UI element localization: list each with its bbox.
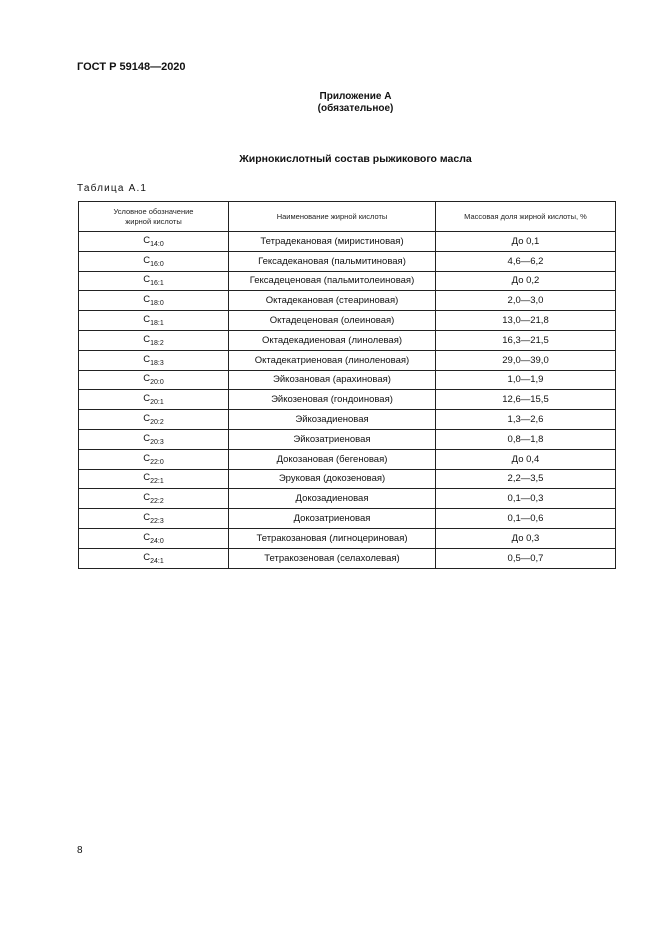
acid-name: Эйкозеновая (гондоиновая)	[229, 390, 436, 410]
acid-symbol	[79, 528, 229, 548]
acid-symbol	[79, 390, 229, 410]
table-header-row	[79, 202, 616, 232]
acid-symbol-letter: C	[143, 452, 151, 464]
acid-symbol	[79, 489, 229, 509]
table-row	[79, 311, 616, 331]
acid-symbol-letter: C	[143, 413, 151, 425]
acid-symbol-letter: C	[143, 512, 151, 524]
acid-symbol-letter: C	[143, 274, 151, 286]
acid-symbol-letter: C	[143, 294, 151, 306]
acid-symbol	[79, 311, 229, 331]
acid-symbol	[79, 449, 229, 469]
acid-symbol-index: 22:0	[150, 458, 164, 466]
acid-symbol-index: 18:1	[150, 320, 164, 328]
acid-symbol-letter: C	[143, 432, 151, 444]
acid-mass-fraction: До 0,4	[436, 449, 616, 469]
header-symbol: Условное обозначение жирной кислоты	[79, 202, 229, 232]
acid-symbol-letter: C	[143, 472, 151, 484]
acid-symbol-letter: C	[143, 254, 151, 266]
acid-name: Докозановая (бегеновая)	[229, 449, 436, 469]
header-mass-fraction: Массовая доля жирной кислоты, %	[436, 202, 616, 232]
acid-symbol-index: 14:0	[150, 240, 164, 248]
acid-mass-fraction: 0,1—0,6	[436, 509, 616, 529]
table-row	[79, 489, 616, 509]
table-row	[79, 410, 616, 430]
acid-symbol-index: 24:1	[150, 557, 164, 565]
table-row	[79, 271, 616, 291]
acid-symbol	[79, 251, 229, 271]
acid-symbol-index: 20:0	[150, 379, 164, 387]
acid-symbol-index: 22:1	[150, 478, 164, 486]
acid-name: Эйкозановая (арахиновая)	[229, 370, 436, 390]
table-caption: Таблица А.1	[77, 183, 148, 194]
acid-symbol	[79, 350, 229, 370]
acid-symbol	[79, 330, 229, 350]
appendix-status: (обязательное)	[317, 103, 394, 114]
acid-mass-fraction: 12,6—15,5	[436, 390, 616, 410]
acid-symbol	[79, 410, 229, 430]
acid-name: Гексадекановая (пальмитиновая)	[229, 251, 436, 271]
acid-mass-fraction: 16,3—21,5	[436, 330, 616, 350]
acid-symbol-index: 16:0	[150, 260, 164, 268]
header-name: Наименование жирной кислоты	[229, 202, 436, 232]
acid-mass-fraction: 4,6—6,2	[436, 251, 616, 271]
acid-name: Эруковая (докозеновая)	[229, 469, 436, 489]
acid-symbol-index: 22:3	[150, 518, 164, 526]
acid-name: Докозатриеновая	[229, 509, 436, 529]
acid-symbol-letter: C	[143, 551, 151, 563]
acid-mass-fraction: 2,0—3,0	[436, 291, 616, 311]
acid-symbol	[79, 548, 229, 568]
acid-symbol-index: 20:3	[150, 438, 164, 446]
acid-symbol	[79, 509, 229, 529]
acid-mass-fraction: 0,8—1,8	[436, 429, 616, 449]
acid-symbol	[79, 232, 229, 252]
acid-symbol	[79, 271, 229, 291]
acid-symbol-index: 18:0	[150, 300, 164, 308]
acid-symbol-index: 16:1	[150, 280, 164, 288]
acid-symbol	[79, 469, 229, 489]
page-number: 8	[77, 845, 83, 856]
acid-mass-fraction: 29,0—39,0	[436, 350, 616, 370]
acid-mass-fraction: 13,0—21,8	[436, 311, 616, 331]
acid-name: Октадекадиеновая (линолевая)	[229, 330, 436, 350]
acid-symbol-letter: C	[143, 492, 151, 504]
table-row	[79, 429, 616, 449]
acid-mass-fraction: До 0,3	[436, 528, 616, 548]
acid-symbol-index: 18:2	[150, 339, 164, 347]
acid-name: Октадеценовая (олеиновая)	[229, 311, 436, 331]
table-row	[79, 291, 616, 311]
acid-symbol-index: 20:1	[150, 399, 164, 407]
page-title: Жирнокислотный состав рыжикового масла	[239, 153, 472, 165]
acid-symbol-letter: C	[143, 234, 151, 246]
acid-symbol	[79, 370, 229, 390]
acid-name: Тетракозеновая (селахолевая)	[229, 548, 436, 568]
acid-name: Эйкозадиеновая	[229, 410, 436, 430]
acid-mass-fraction: 2,2—3,5	[436, 469, 616, 489]
appendix-title: Приложение А	[319, 91, 392, 102]
document-standard-number: ГОСТ Р 59148—2020	[77, 61, 186, 73]
table-row	[79, 509, 616, 529]
acid-name: Октадекатриеновая (линоленовая)	[229, 350, 436, 370]
acid-symbol-letter: C	[143, 353, 151, 365]
acid-name: Тетрадекановая (миристиновая)	[229, 232, 436, 252]
table-row	[79, 548, 616, 568]
acid-name: Докозадиеновая	[229, 489, 436, 509]
acid-symbol-letter: C	[143, 393, 151, 405]
table-row	[79, 370, 616, 390]
acid-symbol-letter: C	[143, 373, 151, 385]
acid-symbol-index: 20:2	[150, 419, 164, 427]
acid-mass-fraction: 1,0—1,9	[436, 370, 616, 390]
acid-mass-fraction: 0,5—0,7	[436, 548, 616, 568]
table-row	[79, 330, 616, 350]
table-row	[79, 528, 616, 548]
appendix-heading	[0, 91, 661, 115]
acid-name: Тетракозановая (лигноцериновая)	[229, 528, 436, 548]
acid-symbol-letter: C	[143, 333, 151, 345]
acid-symbol	[79, 291, 229, 311]
acid-name: Октадекановая (стеариновая)	[229, 291, 436, 311]
table-row	[79, 350, 616, 370]
acid-mass-fraction: До 0,1	[436, 232, 616, 252]
acid-symbol	[79, 429, 229, 449]
table-row	[79, 449, 616, 469]
table-row	[79, 390, 616, 410]
acid-symbol-index: 18:3	[150, 359, 164, 367]
acid-symbol-letter: C	[143, 531, 151, 543]
acid-mass-fraction: До 0,2	[436, 271, 616, 291]
acid-mass-fraction: 0,1—0,3	[436, 489, 616, 509]
fatty-acid-table	[78, 201, 616, 569]
acid-symbol-index: 22:2	[150, 498, 164, 506]
acid-name: Эйкозатриеновая	[229, 429, 436, 449]
acid-mass-fraction: 1,3—2,6	[436, 410, 616, 430]
acid-symbol-index: 24:0	[150, 537, 164, 545]
table-row	[79, 232, 616, 252]
table-row	[79, 469, 616, 489]
acid-name: Гексадеценовая (пальмитолеиновая)	[229, 271, 436, 291]
acid-symbol-letter: C	[143, 314, 151, 326]
table-row	[79, 251, 616, 271]
